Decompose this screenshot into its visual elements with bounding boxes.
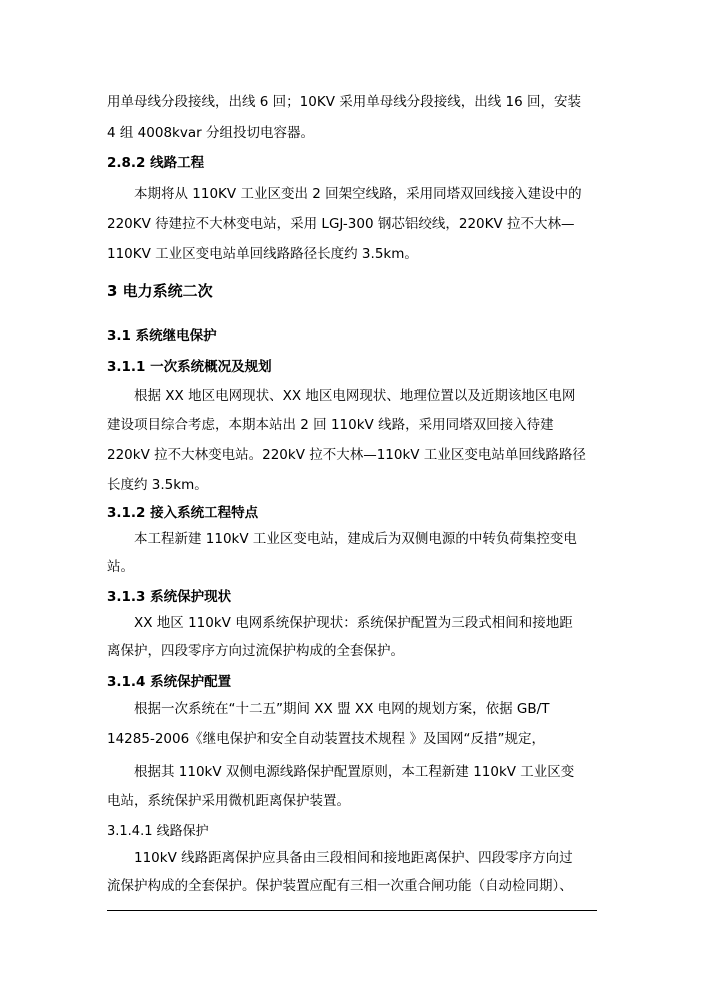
body-text-line: 220KV 待建拉不大林变电站，采用 LGJ-300 钢芯铝绞线，220KV 拉不大林— — [107, 216, 575, 232]
section-heading-2-8-2: 2.8.2 线路工程 — [107, 155, 205, 171]
body-text-line: 4 组 4008kvar 分组投切电容器。 — [107, 125, 314, 141]
body-text-line: 电站，系统保护采用微机距离保护装置。 — [107, 793, 350, 809]
body-text-line: XX 地区 110kV 电网系统保护现状：系统保护配置为三段式相间和接地距 — [134, 615, 573, 631]
chapter-heading-3: 3 电力系统二次 — [107, 282, 213, 300]
body-text-line: 根据一次系统在“十二五”期间 XX 盟 XX 电网的规划方案，依据 GB/T — [134, 701, 550, 717]
body-text-line: 站。 — [107, 559, 134, 575]
body-text-line: 根据其 110kV 双侧电源线路保护配置原则，本工程新建 110kV 工业区变 — [134, 764, 575, 780]
body-text-line: 流保护构成的全套保护。保护装置应配有三相一次重合闸功能（自动检同期）、 — [107, 878, 573, 894]
body-text-line: 110kV 线路距离保护应具备由三段相间和接地距离保护、四段零序方向过 — [134, 850, 573, 866]
section-heading-3-1: 3.1 系统继电保护 — [107, 328, 217, 344]
section-heading-3-1-3: 3.1.3 系统保护现状 — [107, 589, 232, 605]
body-text-line: 长度约 3.5km。 — [107, 477, 208, 493]
body-text-line: 14285-2006《继电保护和安全自动装置技术规程 》及国网“反措”规定， — [107, 731, 545, 747]
body-text-line: 建设项目综合考虑，本期本站出 2 回 110kV 线路，采用同塔双回接入待建 — [107, 417, 554, 433]
body-text-line: 本期将从 110KV 工业区变出 2 回架空线路，采用同塔双回线接入建设中的 — [134, 186, 582, 202]
body-text-line: 本工程新建 110kV 工业区变电站，建成后为双侧电源的中转负荷集控变电 — [134, 531, 577, 547]
section-heading-3-1-4: 3.1.4 系统保护配置 — [107, 674, 232, 690]
section-heading-3-1-2: 3.1.2 接入系统工程特点 — [107, 505, 259, 521]
body-text-line: 220kV 拉不大林变电站。220kV 拉不大林—110kV 工业区变电站单回线路路径 — [107, 447, 586, 463]
body-text-line: 用单母线分段接线，出线 6 回；10KV 采用单母线分段接线，出线 16 回，安装 — [107, 94, 581, 110]
section-heading-3-1-1: 3.1.1 一次系统概况及规划 — [107, 359, 272, 375]
footer-rule — [107, 910, 597, 911]
body-text-line: 110KV 工业区变电站单回线路路径长度约 3.5km。 — [107, 246, 418, 262]
body-text-line: 离保护，四段零序方向过流保护构成的全套保护。 — [107, 643, 404, 659]
body-text-line: 根据 XX 地区电网现状、XX 地区电网现状、地理位置以及近期该地区电网 — [134, 388, 576, 404]
subsection-heading-3-1-4-1: 3.1.4.1 线路保护 — [107, 824, 209, 839]
